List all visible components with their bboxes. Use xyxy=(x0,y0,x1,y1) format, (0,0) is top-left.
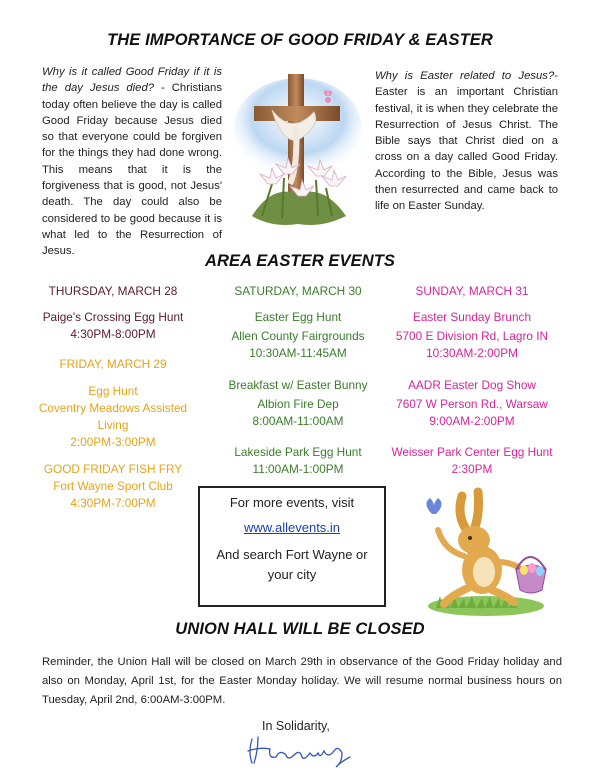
event-time: 4:30PM-7:00PM xyxy=(70,496,156,510)
more-events-search-line: And search Fort Wayne or your city xyxy=(216,547,368,582)
event-name: Easter Egg Hunt xyxy=(254,310,342,324)
event-place: Albion Fire Dep xyxy=(257,397,339,411)
easter-bunny-image xyxy=(412,484,560,618)
closed-heading: UNION HALL WILL BE CLOSED xyxy=(175,620,425,638)
event-time: 2:30PM xyxy=(451,462,493,476)
event-time: 4:30PM-8:00PM xyxy=(70,327,156,341)
event-place: 7607 W Person Rd., Warsaw xyxy=(396,397,548,411)
more-events-box xyxy=(198,486,386,607)
event-time: 10:30AM-11:45AM xyxy=(249,346,347,360)
day-heading-friday: FRIDAY, MARCH 29 xyxy=(59,357,167,371)
event-name: AADR Easter Dog Show xyxy=(408,378,536,392)
more-events-line: For more events, visit xyxy=(229,495,355,510)
easter-answer: - Easter is an important Christian festival, it is when they celebrate the Resurrection of Jesus Christ. The Bible says that Christ died on a cross on a day called Good Friday. According to the Bible, Jesus was then resurrected and came back to life on Easter Sunday. xyxy=(375,70,558,213)
allevents-link[interactable]: www.allevents.in xyxy=(243,520,341,535)
event-time: 8:00AM-11:00AM xyxy=(252,414,344,428)
events-column-sunday xyxy=(382,283,562,478)
closing-line: In Solidarity, xyxy=(262,719,330,733)
day-heading-saturday: SATURDAY, MARCH 30 xyxy=(234,284,362,298)
events-column-thursday-friday xyxy=(28,283,198,512)
cross-with-lilies-image xyxy=(232,66,364,234)
event-place: 5700 E Division Rd, Lagro IN xyxy=(395,329,549,343)
event-time: 10:30AM-2:00PM xyxy=(426,346,518,360)
event-place: Allen County Fairgrounds xyxy=(231,329,365,343)
good-friday-paragraph xyxy=(42,64,222,260)
event-time: 11:00AM-1:00PM xyxy=(252,462,344,476)
good-friday-answer: - Christians today often believe the day is called Good Friday because Jesus died so that everyone could be forgiven for the things they had done wrong. This means that it is the forgiveness that is good, not Jesus' death. The day could also be considered to be good because it is what led to the Resurrection of Jesus. xyxy=(42,82,222,258)
closure-notice: Reminder, the Union Hall will be closed on March 29th in observance of the Good Friday holiday and also on Monday, April 1st, for the Easter Monday holiday. We will resume normal business hours on Tuesday, April 2nd, 6:00AM-3:00PM. xyxy=(42,656,562,706)
event-name: Breakfast w/ Easter Bunny xyxy=(228,378,368,392)
event-time: 2:00PM-3:00PM xyxy=(70,435,156,449)
event-place: Coventry Meadows Assisted Living xyxy=(38,401,188,432)
event-name: Paige's Crossing Egg Hunt xyxy=(42,310,184,324)
event-name: Easter Sunday Brunch xyxy=(412,310,532,324)
event-time: 9:00AM-2:00PM xyxy=(429,414,515,428)
easter-question: Why is Easter related to Jesus? xyxy=(375,70,555,82)
event-place: Fort Wayne Sport Club xyxy=(53,479,173,493)
events-column-saturday xyxy=(204,283,392,478)
events-heading: AREA EASTER EVENTS xyxy=(204,252,396,270)
easter-paragraph xyxy=(375,68,558,215)
page-title: THE IMPORTANCE OF GOOD FRIDAY & EASTER xyxy=(107,31,493,49)
good-friday-question: Why is it called Good Friday if it is the day Jesus died? xyxy=(42,66,222,95)
event-name: Lakeside Park Egg Hunt xyxy=(234,445,362,459)
event-name: GOOD FRIDAY FISH FRY xyxy=(43,462,183,476)
day-heading-thursday: THURSDAY, MARCH 28 xyxy=(48,284,178,298)
signature xyxy=(244,733,368,769)
day-heading-sunday: SUNDAY, MARCH 31 xyxy=(415,284,529,298)
event-name: Egg Hunt xyxy=(88,384,138,398)
event-name: Weisser Park Center Egg Hunt xyxy=(391,445,553,459)
